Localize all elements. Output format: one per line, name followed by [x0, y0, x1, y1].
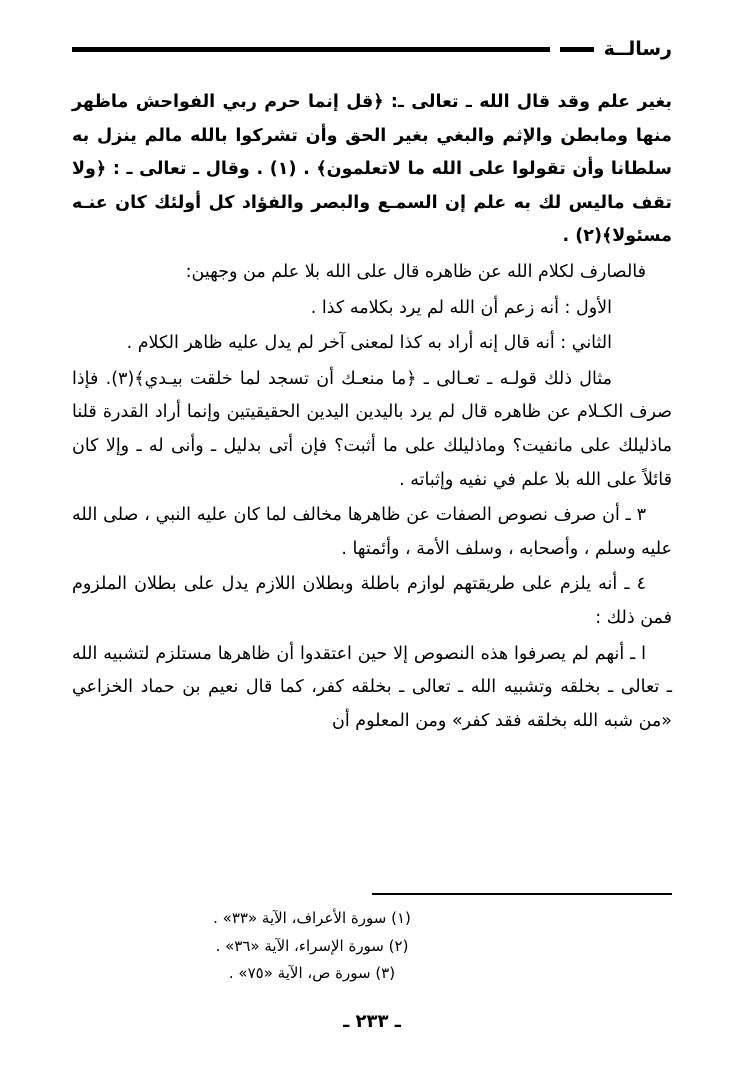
footnote-item: (١) سورة الأعراف، الآية «٣٣» . [213, 908, 411, 927]
header-rule-group [72, 38, 672, 60]
footnote-item: (٣) سورة ص، الآية «٧٥» . [228, 964, 396, 983]
paragraph-point-three: ٣ ـ أن صرف نصوص الصفات عن ظاهرها مخالف لما كان عليه النبي ، صلى الله عليه وسلم ، وأصحابه ، وسلف الأمة ، وأئمتها . [72, 505, 672, 559]
paragraph-point-four-a: ا ـ أنهم لم يصرفوا هذه النصوص إلا حين اعتقدوا أن ظاهرها مستلزم لتشبيه الله ـ تعالى ـ بخلقه وتشبيه الله ـ تعالى ـ بخلقه كفر، كما قال نعيم بن حماد الخزاعي «من شبه الله بخلقه فقد كفر» ومن المعلوم أن [72, 643, 672, 731]
page-number: ـ ٢٣٣ ـ [343, 1011, 401, 1032]
header-rule-long [72, 47, 550, 52]
paragraph-quran-citations: بغير علم وقد قال الله ـ تعالى ـ: ﴿قل إنما حرم ربي الفواحش ماظهر منها ومابطن والإثم والبغي بغير الحق وأن تشركوا بالله مالم ينزل به سلطانا وأن تقولوا على الله ما لاتعلمون﴾ . (١) . وقال ـ تعالى ـ : ﴿ولا تقف ماليس لك به علم إن السمـع والبصر والفؤاد كل أولئك كان عنـه مسئولا﴾(٢) . [72, 92, 673, 247]
paragraph-first-way: الأول : أنه زعم أن الله لم يرد بكلامه كذا . [310, 297, 612, 318]
page-body [72, 86, 672, 738]
footnote-divider [372, 893, 672, 895]
paragraph-second-way: الثاني : أنه قال إنه أراد به كذا لمعنى آخر لم يدل عليه ظاهر الكلام . [126, 333, 612, 354]
paragraph-example: مثال ذلك قولـه ـ تعـالى ـ ﴿ما منعـك أن تسجد لما خلقت بيـدي﴾(٣). فإذا صرف الكـلام عن ظاهره قال لم يرد باليدين اليدين الحقيقيتين وإنما أراد القدرة قلنا ماذليلك على مانفيت؟ وماذليلك على ما أثبت؟ فإن أتى بدليل ـ وأنى له ـ وإلا كان قائلاً على الله بلا علم في نفيه وإثباته . [72, 368, 672, 490]
paragraph-two-ways: فالصارف لكلام الله عن ظاهره قال على الله بلا علم من وجهين: [185, 261, 646, 282]
header-rule-short [560, 47, 594, 52]
page-title: رسالــة [603, 38, 672, 60]
footnotes-section [72, 893, 672, 988]
footnote-item: (٢) سورة الإسراء، الآية «٣٦» . [215, 936, 409, 955]
paragraph-point-four: ٤ ـ أنه يلزم على طريقتهم لوازم باطلة وبطلان اللازم يدل على بطلان الملزوم فمن ذلك : [72, 574, 672, 628]
page-header [72, 0, 672, 70]
